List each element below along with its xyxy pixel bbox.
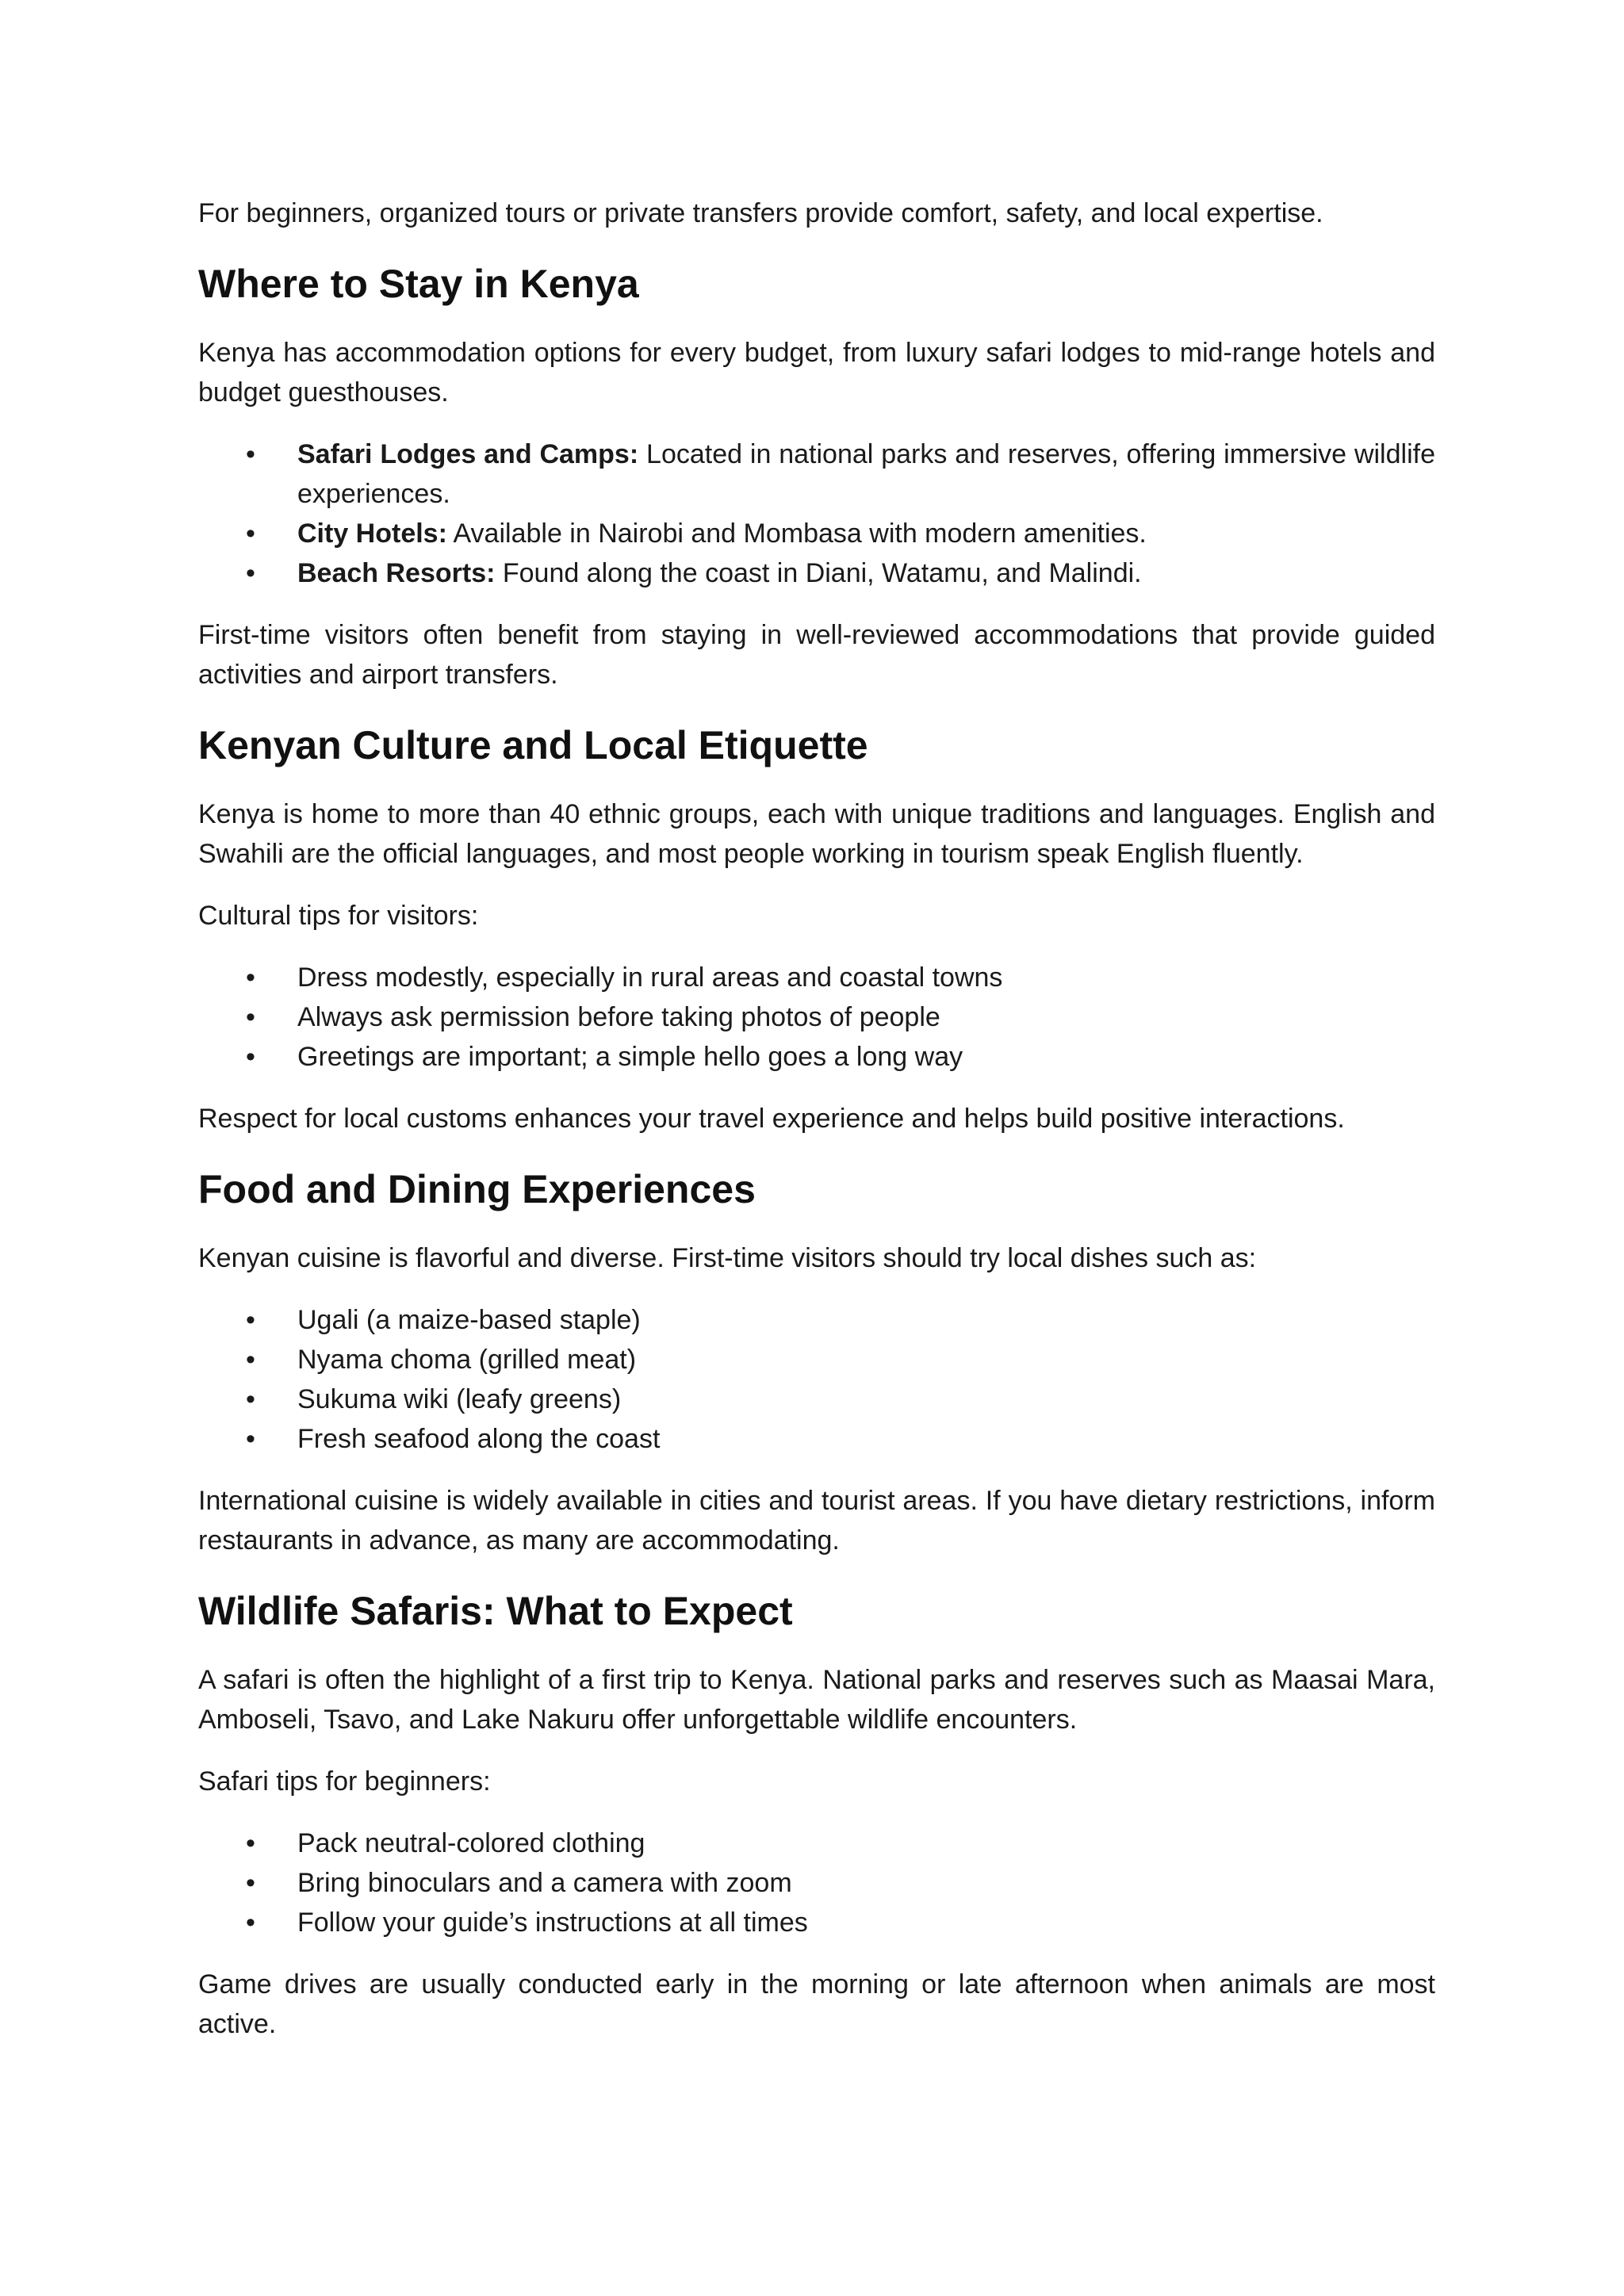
stay-list: [198, 434, 1435, 593]
bullet-icon: •: [246, 1908, 255, 1938]
stay-closing-paragraph: First-time visitors often benefit from staying in well-reviewed accommodations that provide guided activities and airport transfers.: [198, 620, 1435, 690]
list-item-text: Nyama choma (grilled meat): [297, 1345, 637, 1375]
bullet-icon: •: [246, 1042, 255, 1072]
culture-lead: Cultural tips for visitors:: [198, 901, 479, 931]
list-item: [198, 553, 1435, 593]
bullet-icon: •: [246, 1345, 255, 1375]
list-item: [198, 997, 1435, 1037]
bullet-icon: •: [246, 1305, 255, 1335]
list-item-text: Located in national parks and reserves, offering immersive wildlife experiences.: [297, 439, 1435, 509]
bullet-icon: •: [246, 439, 255, 469]
list-item-text: Follow your guide’s instructions at all times: [297, 1908, 808, 1938]
list-item-text: Fresh seafood along the coast: [297, 1424, 661, 1454]
food-list: [198, 1300, 1435, 1459]
list-item-text: Greetings are important; a simple hello goes a long way: [297, 1042, 963, 1072]
document-page: [198, 193, 1435, 2071]
intro-paragraph: For beginners, organized tours or private transfers provide comfort, safety, and local expertise.: [198, 198, 1323, 228]
food-paragraph: Kenyan cuisine is flavorful and diverse. First-time visitors should try local dishes such as:: [198, 1243, 1257, 1273]
list-item-label: Beach Resorts:: [297, 558, 496, 588]
safari-lead: Safari tips for beginners:: [198, 1766, 491, 1797]
list-item-text: Pack neutral-colored clothing: [297, 1828, 645, 1858]
list-item-text: Always ask permission before taking photos of people: [297, 1002, 940, 1032]
bullet-icon: •: [246, 1424, 255, 1454]
safari-closing-paragraph: Game drives are usually conducted early in the morning or late afternoon when animals are most active.: [198, 1969, 1435, 2039]
culture-list: [198, 958, 1435, 1077]
list-item: [198, 514, 1435, 553]
list-item-label: Safari Lodges and Camps:: [297, 439, 639, 469]
stay-paragraph: Kenya has accommodation options for every budget, from luxury safari lodges to mid-range hotels and budget guesthouses.: [198, 338, 1435, 408]
bullet-icon: •: [246, 519, 255, 549]
list-item: [198, 1863, 1435, 1903]
culture-paragraph: Kenya is home to more than 40 ethnic groups, each with unique traditions and languages. English and Swahili are the official languages, and most people working in tourism speak English fluently.: [198, 799, 1435, 869]
list-item: [198, 1300, 1435, 1340]
list-item-text: Dress modestly, especially in rural areas and coastal towns: [297, 962, 1003, 993]
bullet-icon: •: [246, 1868, 255, 1898]
list-item: [198, 1380, 1435, 1419]
list-item: [198, 434, 1435, 514]
list-item: [198, 1903, 1435, 1942]
list-item: [198, 1823, 1435, 1863]
safari-list: [198, 1823, 1435, 1942]
list-item: [198, 1419, 1435, 1459]
list-item: [198, 1340, 1435, 1380]
heading-wildlife-safaris: Wildlife Safaris: What to Expect: [198, 1589, 793, 1633]
culture-closing-paragraph: Respect for local customs enhances your travel experience and helps build positive interactions.: [198, 1104, 1345, 1134]
bullet-icon: •: [246, 558, 255, 588]
bullet-icon: •: [246, 1384, 255, 1414]
list-item: [198, 958, 1435, 997]
list-item-text: Found along the coast in Diani, Watamu, and Malindi.: [495, 558, 1142, 588]
list-item-text: Sukuma wiki (leafy greens): [297, 1384, 622, 1414]
bullet-icon: •: [246, 962, 255, 993]
bullet-icon: •: [246, 1002, 255, 1032]
heading-where-to-stay: Where to Stay in Kenya: [198, 262, 639, 306]
heading-culture-etiquette: Kenyan Culture and Local Etiquette: [198, 723, 868, 767]
list-item: [198, 1037, 1435, 1077]
list-item-text: Ugali (a maize-based staple): [297, 1305, 641, 1335]
heading-food-dining: Food and Dining Experiences: [198, 1167, 756, 1211]
list-item-label: City Hotels:: [297, 519, 447, 549]
safari-paragraph: A safari is often the highlight of a first trip to Kenya. National parks and reserves such as Maasai Mara, Amboseli, Tsavo, and Lake Nakuru offer unforgettable wildlife encounters.: [198, 1665, 1435, 1735]
food-closing-paragraph: International cuisine is widely available in cities and tourist areas. If you have dietary restrictions, inform restaurants in advance, as many are accommodating.: [198, 1486, 1435, 1556]
bullet-icon: •: [246, 1828, 255, 1858]
list-item-text: Available in Nairobi and Mombasa with modern amenities.: [446, 519, 1147, 549]
list-item-text: Bring binoculars and a camera with zoom: [297, 1868, 792, 1898]
